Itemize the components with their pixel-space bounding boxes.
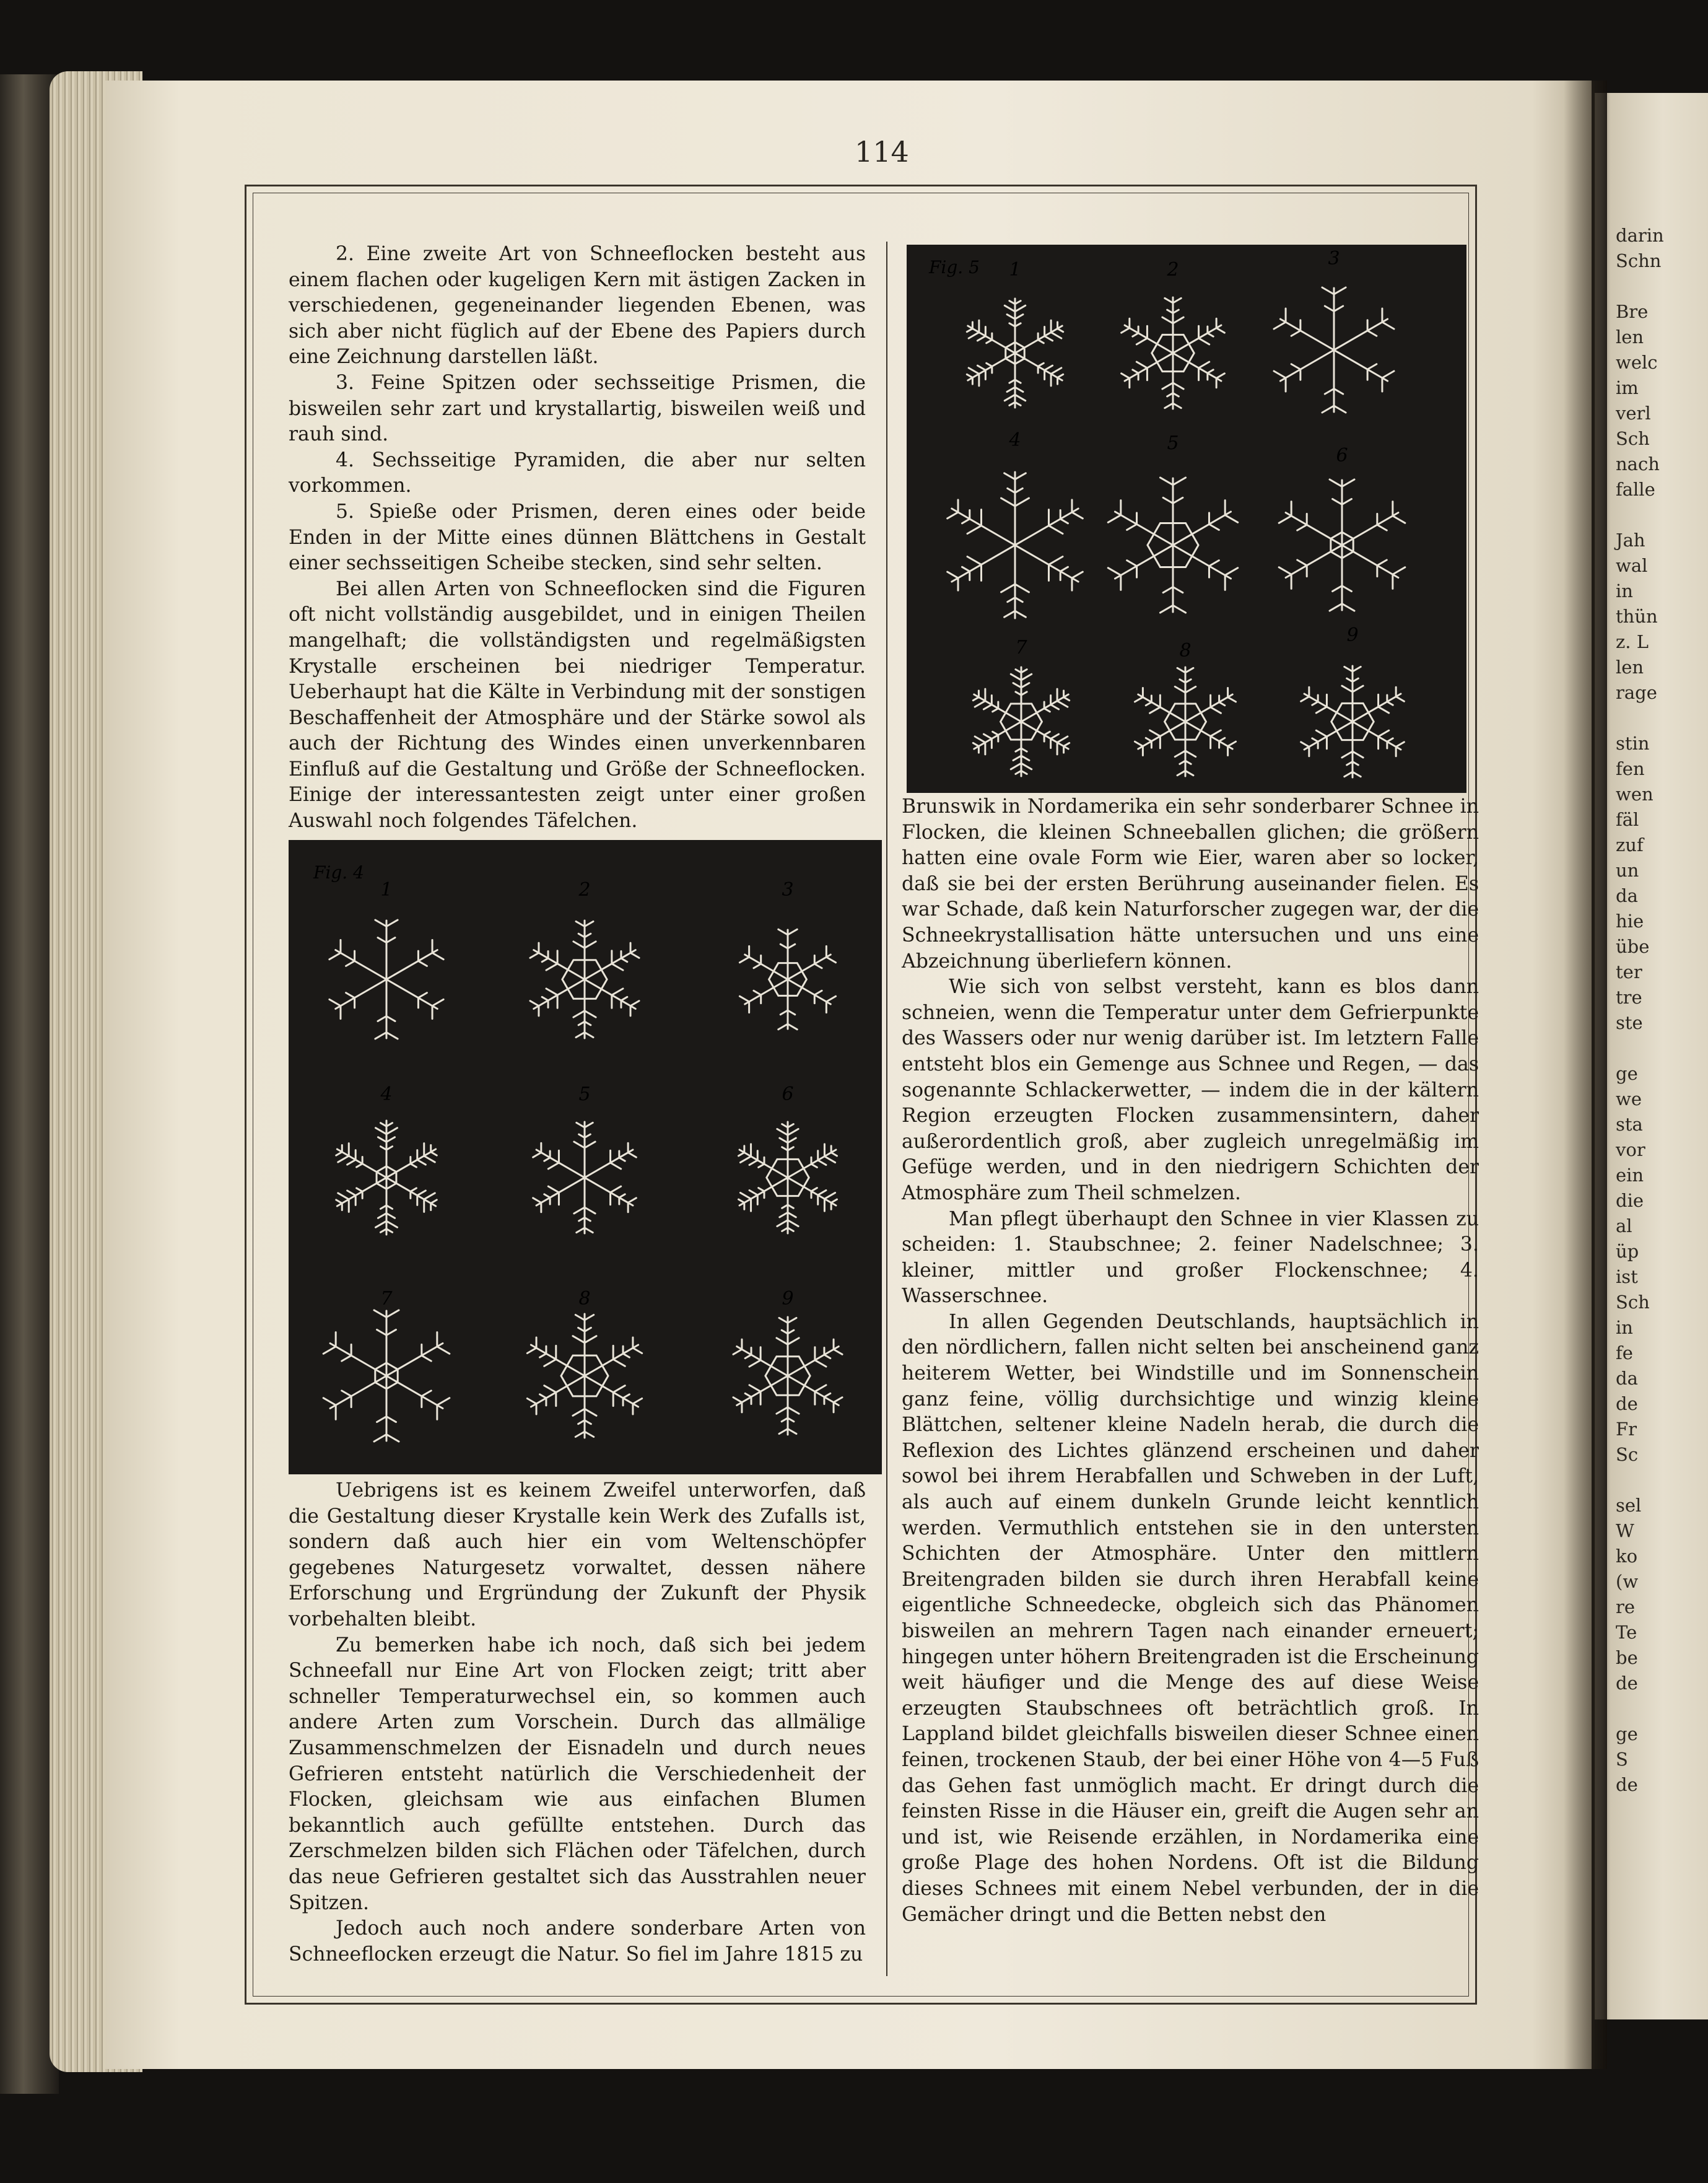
- page-gutter-shadow: [1564, 81, 1607, 2069]
- figure-number: 9: [1346, 624, 1359, 646]
- page-number: 114: [855, 135, 909, 168]
- figure-number: 4: [380, 1083, 393, 1105]
- plate-label: Fig. 4: [313, 862, 364, 883]
- snowflake-drawing: [1122, 297, 1225, 409]
- figure-number: 7: [1015, 637, 1027, 658]
- snowflake-drawing: [336, 1121, 437, 1235]
- paragraph: Jedoch auch noch andere sonderbare Arten von Schneeflocken erzeugt die Natur. So fiel im Jahre 1815 zu: [289, 1917, 866, 1966]
- paragraph: Brunswik in Nordamerika ein sehr sonderbarer Schnee in Flocken, die kleinen Schneeballen glichen; die größern hatten eine ovale Form wie Eier, waren aber so locker, daß sie bei der ersten Berührung auseinander fielen. Es war Schade, daß kein Naturforscher zugegen war, der die Schneekrystallisation hätte untersuchen und uns eine Abzeichnung überliefern können.: [902, 795, 1479, 973]
- figure-number: 3: [1328, 248, 1340, 269]
- paragraph: 2. Eine zweite Art von Schneeflocken besteht aus einem flachen oder kugeligen Kern mit ästigen Zacken in verschiedenen, gegeneinander liegenden Ebenen, was sich aber nicht füglich auf der Ebene des Papiers durch eine Zeichnung darstellen läßt.: [289, 243, 866, 369]
- plate-label: Fig. 5: [929, 257, 980, 278]
- snowflake-drawing: [530, 921, 639, 1038]
- figure-number: 6: [1336, 445, 1348, 466]
- figure-number: 1: [1009, 259, 1021, 281]
- snowflake-drawing: [973, 667, 1069, 776]
- snowflake-drawing: [1279, 479, 1405, 611]
- snowflake-drawing: [948, 472, 1083, 618]
- snowflake-plate-fig5-drawing: [907, 245, 1466, 793]
- snowflake-plate-fig4: [289, 840, 882, 1474]
- snowflake-drawing: [323, 1310, 450, 1441]
- paragraph: 3. Feine Spitzen oder sechsseitige Prismen, die bisweilen sehr zart und krystallartig, bisweilen weiß und rauh sind.: [289, 371, 866, 446]
- figure-number: 4: [1009, 429, 1021, 451]
- left-column-top: [289, 242, 866, 834]
- facing-page-text: darin Schn Bre len welc im verl Sch nach falle Jah wal in thün z. L len rage stin fen wen fäl zuf un da hie übe ter tre ste ge we sta vor ein die al üp ist Sch in fe da de Fr Sc sel W ko (w re Te be de ge S de: [1616, 225, 1664, 1795]
- facing-page: [1595, 93, 1708, 2019]
- snowflake-drawing: [1274, 287, 1394, 413]
- paragraph: 4. Sechsseitige Pyramiden, die aber nur selten vorkommen.: [289, 448, 866, 497]
- figure-number: 6: [782, 1083, 794, 1105]
- paragraph: Man pflegt überhaupt den Schnee in vier Klassen zu scheiden: 1. Staubschnee; 2. feiner Nadelschnee; 3. kleiner, mittler und großer Flockenschnee; 4. Wasserschnee.: [902, 1207, 1479, 1308]
- paragraph: 5. Spieße oder Prismen, deren eines oder beide Enden in der Mitte eines dünnen Blättchens in Gestalt einer sechsseitigen Scheibe stecken, sind sehr selten.: [289, 500, 866, 575]
- snowflake-drawing: [1301, 666, 1405, 777]
- figure-number: 3: [782, 879, 794, 901]
- snowflake-drawing: [738, 1122, 837, 1233]
- left-column-bottom: [289, 1478, 866, 1967]
- paragraph: Wie sich von selbst versteht, kann es blos dann schneien, wenn die Temperatur unter dem Gefrierpunkte des Wassers oder nur wenig darüber ist. Im letztern Falle entsteht blos ein Gemenge aus Schnee und Regen, — das sogenannte Schlackerwetter, — indem die in der kältern Region erzeugten Flocken zusammensintern, daher außerordentlich groß, aber zugleich unregelmäßig im Gefüge werden, und in den niedrigern Schichten der Atmosphäre zum Theil schmelzen.: [902, 976, 1479, 1204]
- snowflake-drawing: [533, 1122, 637, 1233]
- figure-number: 8: [578, 1288, 591, 1310]
- snowflake-drawing: [329, 920, 443, 1039]
- snowflake-drawing: [733, 1317, 842, 1435]
- figure-number: 2: [578, 879, 591, 901]
- snowflake-drawing: [527, 1314, 642, 1438]
- snowflake-drawing: [1108, 478, 1238, 613]
- paragraph: Bei allen Arten von Schneeflocken sind die Figuren oft nicht vollständig ausgebildet, und in einigen Theilen mangelhaft; die vollständigsten und regelmäßigsten Krystalle erscheinen bei niedriger Temperatur. Ueberhaupt hat die Kälte in Verbindung mit der sonstigen Beschaffenheit der Atmosphäre und der Stärke sowol als auch der Richtung des Windes einen unverkennbaren Einfluß auf die Gestaltung und Größe der Schneeflocken. Einige der interessantesten zeigt unter einer großen Auswahl noch folgendes Täfelchen.: [289, 577, 866, 833]
- right-column: [902, 794, 1479, 1928]
- column-divider: [886, 242, 887, 1976]
- snowflake-plate-fig5: [907, 245, 1466, 793]
- snowflake-drawing: [739, 929, 835, 1030]
- paragraph: Uebrigens ist es keinem Zweifel unterworfen, daß die Gestaltung dieser Krystalle kein Werk des Zufalls ist, sondern daß auch hier ein vom Weltenschöpfer gegebenes Naturgesetz vorwaltet, dessen nähere Erforschung und Ergründung der Zukunft der Physik vorbehalten bleibt.: [289, 1479, 866, 1630]
- snowflake-drawing: [1135, 667, 1235, 776]
- figure-number: 8: [1179, 640, 1192, 662]
- paragraph: Zu bemerken habe ich noch, daß sich bei jedem Schneefall nur Eine Art von Flocken zeigt; tritt aber schneller Temperaturwechsel ein, so kommen auch andere Arten zum Vorschein. Durch das allmälige Zusammenschmelzen der Eisnadeln und durch neues Gefrieren entsteht natürlich die Verschiedenheit der Flocken, gleichsam wie aus einfachen Blumen bekanntlich auch gefüllte entstehen. Durch das Zerschmelzen bilden sich Flächen oder Täfelchen, durch das neue Gefrieren gestaltet sich das Ausstrahlen neuer Spitzen.: [289, 1634, 866, 1914]
- snowflake-plate-fig4-drawing: [289, 840, 882, 1474]
- figure-number: 9: [782, 1288, 794, 1310]
- figure-number: 2: [1167, 259, 1179, 281]
- figure-number: 7: [380, 1288, 393, 1310]
- snowflake-drawing: [967, 299, 1063, 408]
- figure-number: 5: [578, 1083, 591, 1105]
- figure-number: 5: [1167, 432, 1179, 454]
- paragraph: In allen Gegenden Deutschlands, hauptsächlich in den nördlichern, fallen nicht selten bei anscheinend ganz heiterem Wetter, bei Windstille und im Sonnenschein ganz feine, völlig durchsichtige und winzig kleine Blättchen, seltener kleine Nadeln herab, die durch die Reflexion des Lichtes glänzend erscheinen und daher sowol bei ihrem Herabfallen und Schweben in der Luft, als auch auf einem dunkeln Grunde leicht kenntlich werden. Vermuthlich entstehen sie in den untersten Schichten der Atmosphäre. Unter den mittlern Breitengraden bilden sie durch ihren Herabfall keine eigentliche Schneedecke, obgleich sich das Phänomen bisweilen an mehrern Tagen nach einander erneuert; hingegen unter höhern Breitengraden ist die Erscheinung weit häufiger und die Menge des auf diese Weise erzeugten Staubschnees oft beträchtlich groß. In Lappland bildet gleichfalls bisweilen dieser Schnee einen feinen, trockenen Staub, der bei einer Höhe von 4—5 Fuß das Gehen fast unmöglich macht. Er dringt durch die feinsten Risse in die Häuser ein, greift die Augen sehr an und ist, wie Reisende erzählen, in Nordamerika eine große Plage des hohen Nordens. Oft ist die Bildung dieses Schnees mit einem Nebel verbunden, der in die Gemächer dringt und die Betten nebst den: [902, 1310, 1479, 1926]
- figure-number: 1: [380, 879, 393, 901]
